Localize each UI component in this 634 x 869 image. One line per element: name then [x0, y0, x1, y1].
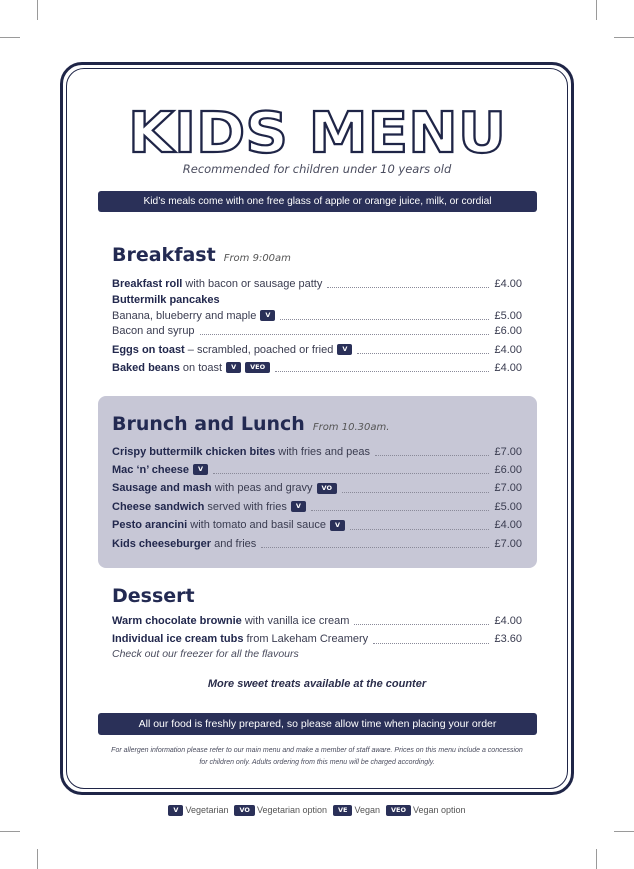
menu-item-row [112, 632, 522, 647]
menu-item-price: £4.00 [494, 361, 522, 374]
breakfast-heading [112, 244, 291, 266]
menu-item-description: and fries [211, 537, 257, 550]
menu-item-row [112, 536, 522, 551]
dot-leader [342, 484, 489, 493]
menu-item-description: – scrambled, poached or fried [184, 343, 334, 356]
menu-item-price: £7.00 [494, 445, 522, 458]
menu-item-price: £4.00 [494, 343, 522, 356]
dot-leader [213, 465, 489, 474]
dessert-heading [112, 585, 195, 607]
crop-mark [37, 849, 38, 869]
legend-label: Vegan option [413, 805, 466, 815]
menu-subtitle: Recommended for children under 10 years old [182, 162, 452, 176]
menu-item-name: Mac ‘n’ cheese [112, 463, 190, 476]
menu-item-name: Baked beans [112, 361, 180, 374]
legend-badge: VE [333, 805, 352, 816]
menu-item-price: £5.00 [494, 309, 522, 322]
menu-item-price: £3.60 [494, 633, 522, 645]
crop-mark [596, 0, 597, 20]
menu-item-row [112, 444, 522, 459]
legend-label: Vegetarian [185, 805, 229, 815]
menu-item-name: Cheese sandwich [112, 500, 205, 513]
menu-item-name: Breakfast roll [112, 277, 183, 290]
menu-item-description: with bacon or sausage patty [182, 277, 323, 290]
menu-item-price: £6.00 [494, 463, 522, 476]
menu-item-row [112, 308, 522, 323]
menu-item-price: £7.00 [494, 537, 522, 550]
legend-badge: V [168, 805, 183, 816]
menu-item-description: Bacon and syrup [112, 324, 195, 337]
menu-item-row [112, 276, 522, 291]
breakfast-time: From 9:00am [223, 253, 291, 264]
menu-item-price: £7.00 [494, 482, 522, 495]
dot-leader [200, 326, 490, 335]
menu-item-description: Banana, blueberry and maple [112, 309, 257, 322]
menu-item-name: Warm chocolate brownie [112, 614, 242, 627]
dot-leader [357, 345, 489, 354]
lunch-heading [112, 413, 389, 435]
dietary-badge: V [226, 362, 241, 373]
menu-title [0, 96, 634, 160]
menu-item-row [112, 499, 522, 514]
menu-item-price: £4.00 [494, 519, 522, 532]
drinks-banner: Kid’s meals come with one free glass of apple or orange juice, milk, or cordial [98, 191, 537, 212]
crop-mark [596, 849, 597, 869]
dietary-badge: V [337, 344, 352, 355]
menu-item-name: Eggs on toast [112, 343, 185, 356]
dessert-note: Check out our freezer for all the flavours [112, 648, 299, 660]
menu-item-description: on toast [179, 361, 223, 374]
menu-item-row [112, 462, 522, 477]
legend-label: Vegetarian option [256, 805, 327, 815]
dot-leader [275, 363, 489, 372]
legend-item [234, 805, 327, 815]
menu-item-name: Individual ice cream tubs [112, 633, 244, 645]
menu-item-row [112, 613, 522, 628]
crop-mark [0, 37, 20, 38]
menu-item-description: with fries and peas [275, 445, 370, 458]
dietary-badge: V [193, 464, 208, 475]
crop-mark [614, 831, 634, 832]
menu-item-row [112, 342, 522, 357]
dot-leader [373, 635, 489, 644]
menu-item-description: served with fries [204, 500, 287, 513]
menu-item-name: Sausage and mash [112, 482, 212, 495]
pancakes-heading: Buttermilk pancakes [112, 294, 220, 306]
dot-leader [280, 311, 489, 320]
menu-item-row [112, 323, 522, 338]
dietary-badge: V [260, 310, 275, 321]
menu-item-name: Kids cheeseburger [112, 537, 212, 550]
dietary-badge: VEO [245, 362, 270, 373]
dot-leader [327, 279, 489, 288]
legend-item [386, 805, 466, 815]
dot-leader [350, 521, 489, 530]
dot-leader [354, 616, 489, 625]
dietary-badge: V [291, 501, 306, 512]
menu-item-row [112, 481, 522, 496]
menu-item-description: with vanilla ice cream [241, 614, 350, 627]
menu-item-description: from Lakeham Creamery [243, 633, 369, 645]
lunch-time: From 10.30am. [312, 422, 390, 433]
legend-label: Vegan [354, 805, 381, 815]
sweet-treats-note: More sweet treats available at the counter [207, 678, 427, 690]
menu-item-row [112, 518, 522, 533]
dietary-legend [0, 805, 634, 816]
legend-item [333, 805, 380, 815]
fresh-banner: All our food is freshly prepared, so please allow time when placing your order [98, 713, 537, 735]
menu-title-text: KIDS MENU [128, 101, 507, 160]
dessert-title: Dessert [112, 585, 195, 607]
allergen-disclaimer: For allergen information please refer to our main menu and make a member of staff aware. Prices on this menu include a concession for children only. Adults ordering from this menu will be charged accordingly. [111, 747, 523, 766]
dot-leader [311, 502, 490, 511]
menu-item-name: Pesto arancini [112, 519, 188, 532]
menu-item-price: £4.00 [494, 277, 522, 290]
menu-item-description: with tomato and basil sauce [187, 519, 327, 532]
dot-leader [261, 539, 489, 548]
menu-item-description: with peas and gravy [211, 482, 313, 495]
crop-mark [614, 37, 634, 38]
menu-item-price: £4.00 [494, 614, 522, 627]
dot-leader [375, 447, 489, 456]
menu-item-price: £6.00 [494, 324, 522, 337]
crop-mark [0, 831, 20, 832]
dietary-badge: VO [317, 483, 337, 494]
legend-badge: VEO [386, 805, 411, 816]
lunch-title: Brunch and Lunch [112, 413, 305, 435]
menu-item-name: Crispy buttermilk chicken bites [112, 445, 276, 458]
menu-item-row [112, 360, 522, 375]
legend-badge: VO [234, 805, 254, 816]
legend-item [168, 805, 228, 815]
dietary-badge: V [330, 520, 345, 531]
crop-mark [37, 0, 38, 20]
menu-item-price: £5.00 [494, 500, 522, 513]
breakfast-title: Breakfast [112, 244, 216, 266]
